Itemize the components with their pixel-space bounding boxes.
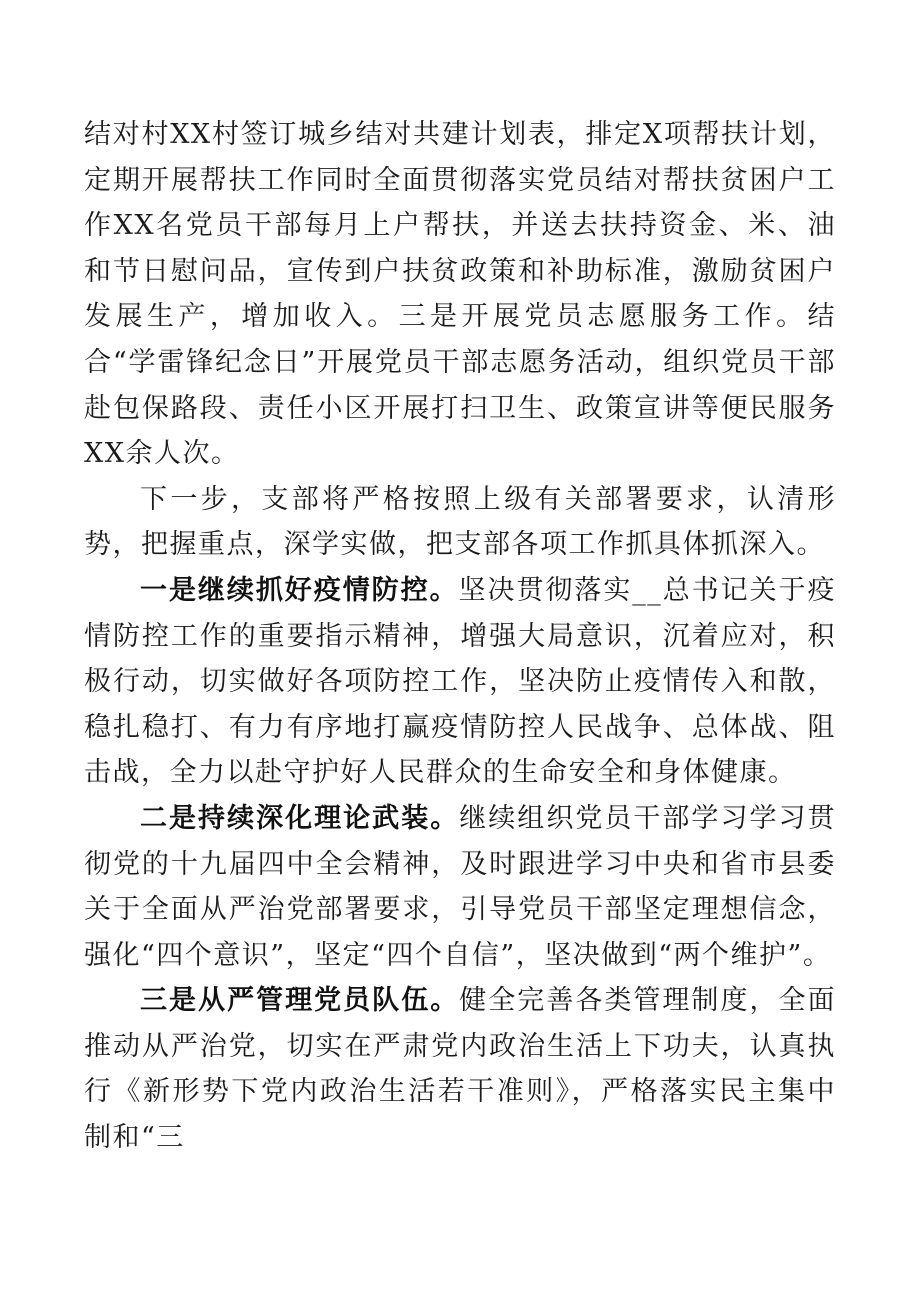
paragraph-epidemic-control	[84, 568, 836, 796]
paragraph-lead-heading: 一是继续抓好疫情防控。	[140, 574, 459, 606]
paragraph-text: 下一步，支部将严格按照上级有关部署要求，认清形势，把握重点，深学实做，把支部各项工作抓具体抓深入。	[84, 483, 836, 561]
paragraph-continuation	[84, 112, 836, 477]
paragraph-text: 健全完善各类管理制度，全面推动从严治党，切实在严肃党内政治生活上下功夫，认真执行《新形势下党内政治生活若干准则》，严格落实民主集中制和“三	[84, 985, 837, 1154]
paragraph-lead-heading: 二是持续深化理论武装。	[140, 802, 460, 834]
paragraph-text: 继续组织党员干部学习学习贯彻党的十九届四中全会精神，及时跟进学习中央和省市县委关于全面从严治党部署要求，引导党员干部坚定理想信念，强化“四个意识”，坚定“四个自信”，坚决做到“两个维护”。	[84, 802, 837, 971]
paragraph-theory-study	[84, 796, 836, 978]
paragraph-text: 坚决贯彻落实__总书记关于疫情防控工作的重要指示精神，增强大局意识，沉着应对，积极行动，切实做好各项防控工作，坚决防止疫情传入和散，稳扎稳打、有力有序地打赢疫情防控人民战争、总体战、阻击战，全力以赴守护好人民群众的生命安全和身体健康。	[84, 574, 837, 789]
paragraph-next-steps	[84, 477, 836, 568]
document-body	[84, 112, 836, 1161]
paragraph-party-management	[84, 978, 836, 1160]
paragraph-lead-heading: 三是从严管理党员队伍。	[140, 985, 460, 1017]
paragraph-text: 结对村XX村签订城乡结对共建计划表，排定X项帮扶计划，定期开展帮扶工作同时全面贯彻落实党员结对帮扶贫困户工作XX名党员干部每月上户帮扶，并送去扶持资金、米、油和节日慰问品，宣传到户扶贫政策和补助标准，激励贫困户发展生产，增加收入。三是开展党员志愿服务工作。结合“学雷锋纪念日”开展党员干部志愿务活动，组织党员干部赴包保路段、责任小区开展打扫卫生、政策宣讲等便民服务XX余人次。	[84, 119, 836, 470]
